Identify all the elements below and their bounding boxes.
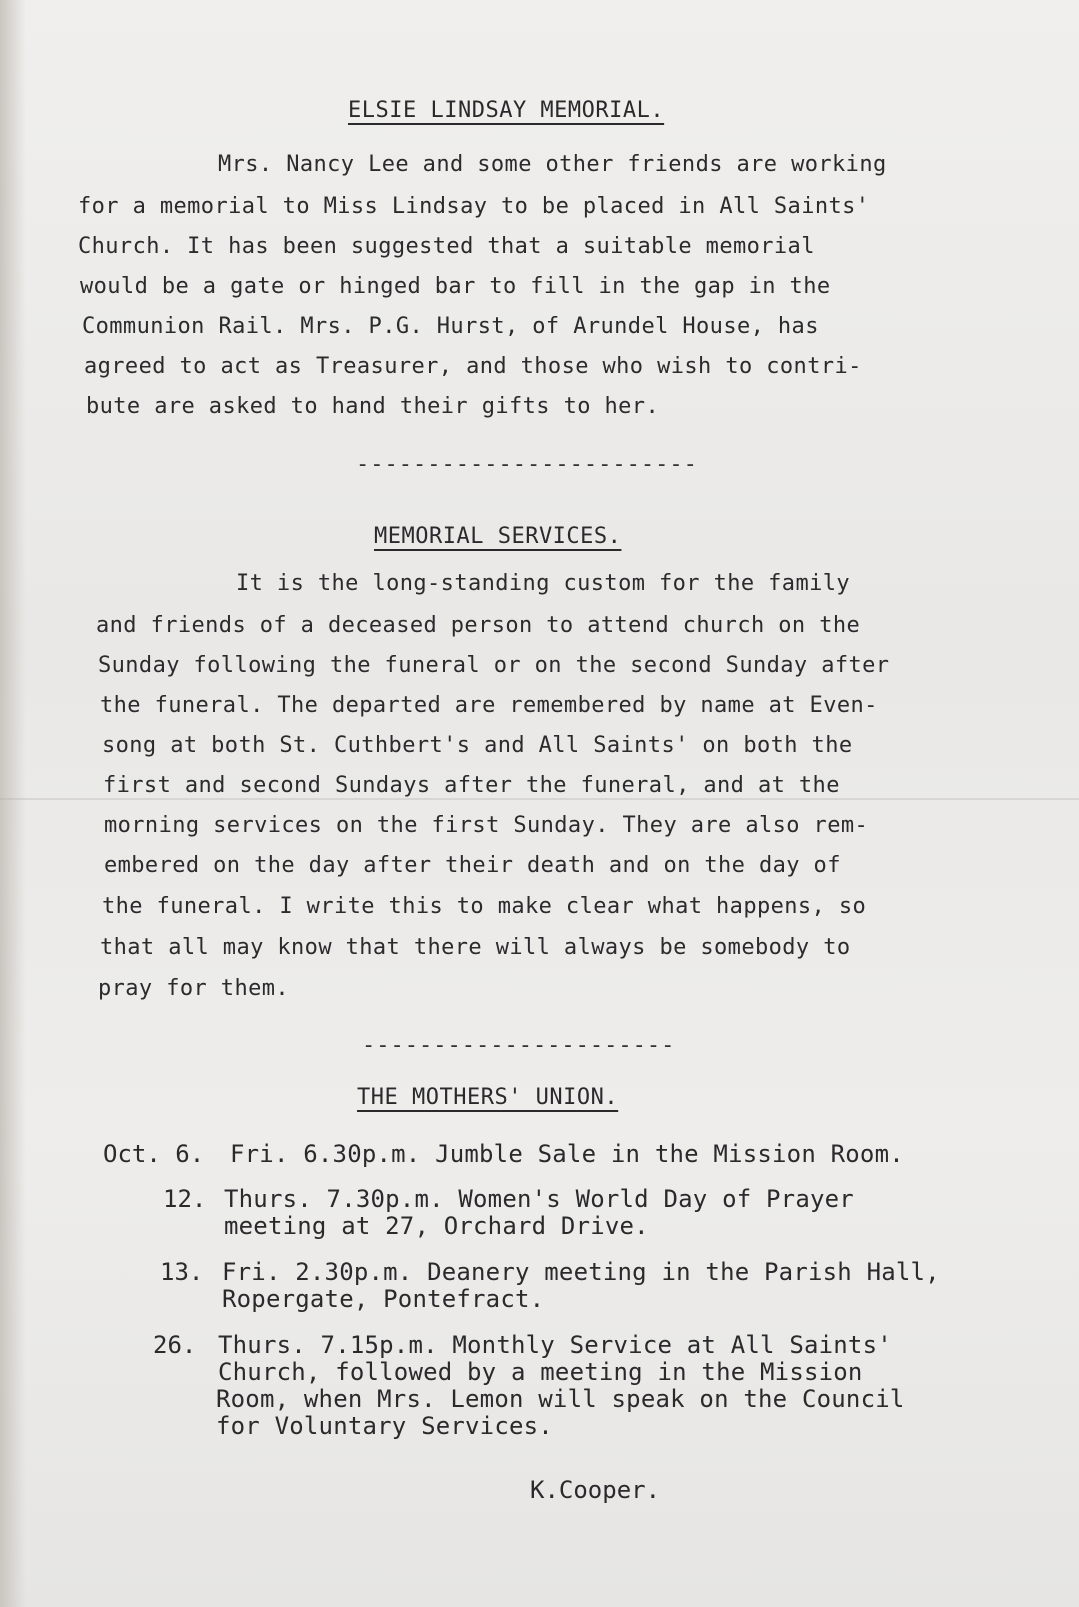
section-divider: ------------------------ — [356, 452, 698, 477]
memorial-line-3: Church. It has been suggested that a suitable memorial — [78, 234, 815, 259]
entry-date: Oct. 6. — [103, 1140, 205, 1168]
memorial-heading: ELSIE LINDSAY MEMORIAL. — [348, 98, 665, 123]
entry-text: for Voluntary Services. — [216, 1412, 553, 1440]
signature: K.Cooper. — [530, 1476, 661, 1504]
entry-text: Ropergate, Pontefract. — [222, 1285, 545, 1313]
services-line-3: Sunday following the funeral or on the second Sunday after — [98, 653, 890, 678]
page-edge-shadow — [0, 0, 26, 1607]
mothers-union-heading: THE MOTHERS' UNION. — [357, 1085, 619, 1110]
memorial-line-4: would be a gate or hinged bar to fill in the gap in the — [80, 274, 831, 299]
entry-date: 13. — [160, 1258, 204, 1286]
memorial-line-6: agreed to act as Treasurer, and those who wish to contri- — [84, 354, 862, 379]
services-line-6: first and second Sundays after the funeral, and at the — [103, 773, 840, 798]
services-line-8: embered on the day after their death and on the day of — [104, 853, 841, 878]
memorial-line-2: for a memorial to Miss Lindsay to be placed in All Saints' — [78, 194, 870, 219]
services-heading: MEMORIAL SERVICES. — [374, 524, 622, 549]
memorial-line-7: bute are asked to hand their gifts to her. — [86, 394, 660, 419]
entry-text: Thurs. 7.30p.m. Women's World Day of Prayer — [224, 1185, 854, 1213]
entry-text: Fri. 6.30p.m. Jumble Sale in the Mission Room. — [230, 1140, 904, 1168]
entry-text: Room, when Mrs. Lemon will speak on the Council — [216, 1385, 905, 1413]
services-line-5: song at both St. Cuthbert's and All Saints' on both the — [102, 733, 853, 758]
section-divider: ---------------------- — [362, 1033, 676, 1058]
services-line-7: morning services on the first Sunday. They are also rem- — [104, 813, 869, 838]
entry-text: Church, followed by a meeting in the Mission — [218, 1358, 863, 1386]
entry-text: Thurs. 7.15p.m. Monthly Service at All Saints' — [218, 1331, 892, 1359]
memorial-line-5: Communion Rail. Mrs. P.G. Hurst, of Arundel House, has — [82, 314, 819, 339]
services-line-9: the funeral. I write this to make clear what happens, so — [102, 894, 867, 919]
entry-date: 26. — [153, 1331, 197, 1359]
services-line-11: pray for them. — [98, 976, 290, 1001]
services-line-10: that all may know that there will always be somebody to — [100, 935, 851, 960]
entry-date: 12. — [163, 1185, 207, 1213]
entry-text: Fri. 2.30p.m. Deanery meeting in the Parish Hall, — [222, 1258, 940, 1286]
services-line-1: It is the long-standing custom for the family — [236, 571, 851, 596]
memorial-line-1: Mrs. Nancy Lee and some other friends are working — [218, 152, 887, 177]
services-line-2: and friends of a deceased person to attend church on the — [96, 613, 861, 638]
services-line-4: the funeral. The departed are remembered by name at Even- — [100, 693, 878, 718]
entry-text: meeting at 27, Orchard Drive. — [224, 1212, 649, 1240]
